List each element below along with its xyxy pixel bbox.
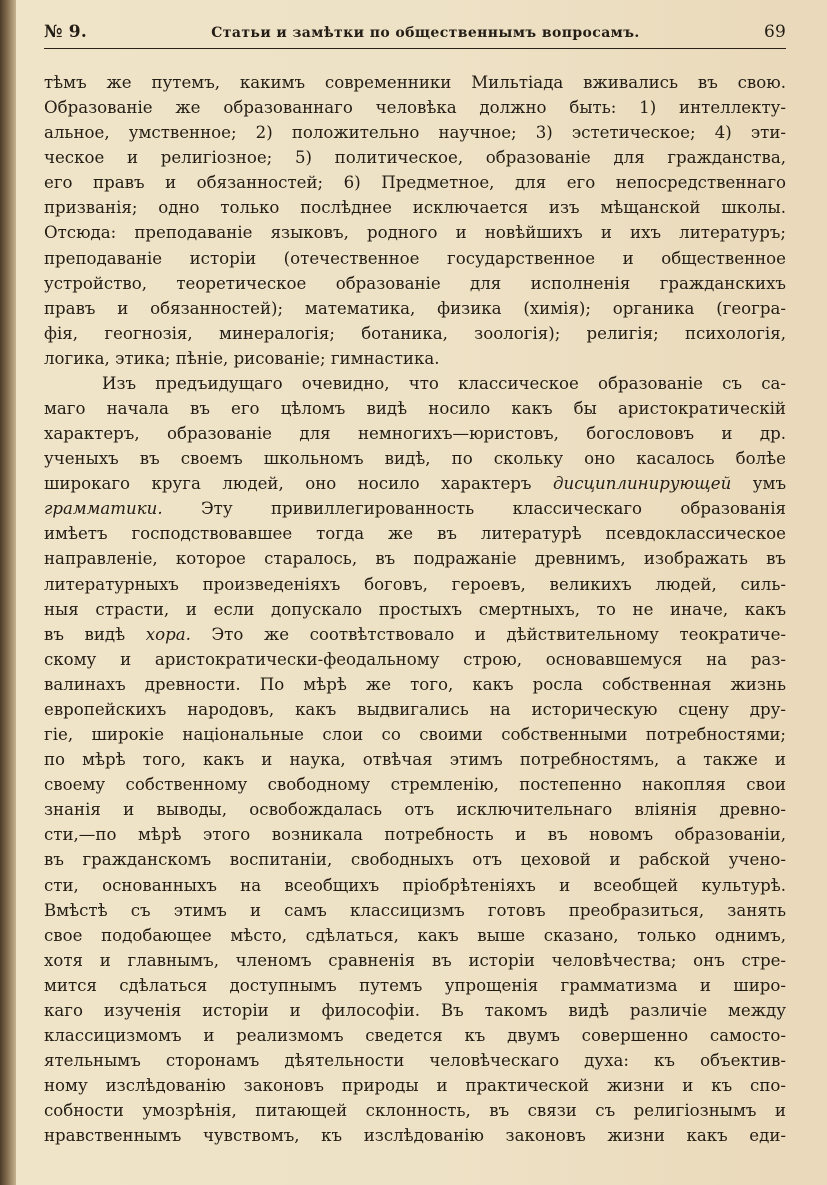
text-line: Вмѣстѣ съ этимъ и самъ классицизмъ готовъ преобразиться, занять	[44, 900, 786, 920]
text-line: европейскихъ народовъ, какъ выдвигались на историческую сцену дру-	[44, 699, 786, 719]
text-line: Отсюда: преподаваніе языковъ, родного и новѣйшихъ и ихъ литературъ;	[44, 223, 786, 243]
text-line: знанія и выводы, освобождалась отъ исключительнаго вліянія древно-	[44, 800, 786, 820]
italic-term: хора.	[145, 624, 191, 644]
text-line: его правъ и обязанностей; 6) Предметное, для его непосредственнаго	[44, 173, 786, 193]
text-line: ятельнымъ сторонамъ дѣятельности человѣческаго духа: къ объектив-	[44, 1051, 786, 1071]
text-segment: Это же соотвѣтствовало и дѣйствительному теократиче-	[211, 624, 786, 644]
text-line: каго изученія исторіи и философіи. Въ такомъ видѣ различіе между	[44, 1000, 786, 1020]
text-line: классицизмомъ и реализмомъ сведется къ двумъ совершенно самосто-	[44, 1025, 786, 1045]
text-line: ному изслѣдованію законовъ природы и практической жизни и къ спо-	[44, 1076, 786, 1096]
page-number: 69	[763, 22, 786, 42]
text-line: ныя страсти, и если допускало простыхъ смертныхъ, то не иначе, какъ	[44, 599, 786, 619]
text-line: собности умозрѣнія, питающей склонность, въ связи съ религіознымъ и	[44, 1101, 786, 1121]
text-line: мится сдѣлаться доступнымъ путемъ упрощенія грамматизма и широ-	[44, 975, 786, 995]
text-line: валинахъ древности. По мѣрѣ же того, какъ росла собственная жизнь	[44, 674, 786, 694]
text-line: имѣетъ господствовавшее тогда же въ литературѣ псевдоклассическое	[44, 524, 786, 544]
text-line: гіе, широкіе національные слои со своими собственными потребностями;	[44, 725, 786, 745]
text-line: Образованіе же образованнаго человѣка должно быть: 1) интеллекту-	[44, 98, 786, 118]
text-line: хотя и главнымъ, членомъ сравненія въ исторіи человѣчества; онъ стре-	[44, 950, 786, 970]
text-line: направленіе, которое старалось, въ подражаніе древнимъ, изображать въ	[44, 549, 786, 569]
text-line: своему собственному свободному стремленію, постепенно накопляя свои	[44, 775, 786, 795]
text-line: тѣмъ же путемъ, какимъ современники Мильтіада вживались въ свою.	[44, 73, 786, 92]
issue-number: № 9.	[44, 22, 87, 42]
text-segment: широкаго круга людей, оно носило характеръ	[44, 474, 532, 494]
text-line: свое подобающее мѣсто, сдѣлаться, какъ выше сказано, только однимъ,	[44, 925, 786, 945]
text-line	[44, 496, 786, 521]
text-line: скому и аристократически-феодальному строю, основавшемуся на раз-	[44, 649, 786, 669]
text-line: ческое и религіозное; 5) политическое, образованіе для гражданства,	[44, 148, 786, 168]
text-line	[44, 471, 786, 496]
text-line: литературныхъ произведеніяхъ боговъ, героевъ, великихъ людей, силь-	[44, 574, 786, 594]
text-line: устройство, теоретическое образованіе для исполненія гражданскихъ	[44, 273, 786, 293]
text-line: правъ и обязанностей); математика, физика (химія); органика (геогра-	[44, 298, 786, 318]
text-line: маго начала въ его цѣломъ видѣ носило какъ бы аристократическій	[44, 399, 786, 419]
text-line: логика, этика; пѣніе, рисованіе; гимнастика.	[44, 348, 440, 368]
binding-edge	[0, 0, 16, 1185]
paragraph-start-line: Изъ предъидущаго очевидно, что классическое образованіе съ са-	[102, 373, 786, 393]
text-line: фія, геогнозія, минералогія; ботаника, зоологія); религія; психологія,	[44, 323, 786, 343]
section-title: Статьи и замѣтки по общественнымъ вопросамъ.	[211, 25, 640, 41]
text-line: по мѣрѣ того, какъ и наука, отвѣчая этимъ потребностямъ, а также и	[44, 750, 786, 770]
text-line: ученыхъ въ своемъ школьномъ видѣ, по скольку оно касалось болѣе	[44, 449, 786, 469]
text-line: нравственнымъ чувствомъ, къ изслѣдованію законовъ жизни какъ еди-	[44, 1126, 786, 1146]
text-segment: Эту привиллегированность классическаго образованія	[200, 499, 786, 519]
text-line	[44, 1148, 786, 1173]
italic-term: грамматики.	[44, 499, 163, 519]
text-line: альное, умственное; 2) положительно научное; 3) эстетическое; 4) эти-	[44, 123, 786, 143]
text-line	[44, 622, 786, 647]
article-text	[44, 70, 786, 1173]
text-segment: въ видѣ	[44, 624, 126, 644]
running-header	[44, 22, 786, 48]
text-line: преподаваніе исторіи (отечественное государственное и общественное	[44, 248, 786, 268]
italic-term: дисциплинирующей	[552, 474, 732, 494]
text-line: сти, основанныхъ на всеобщихъ пріобрѣтеніяхъ и всеобщей культурѣ.	[44, 875, 786, 895]
header-rule	[44, 48, 786, 49]
text-segment: умъ	[752, 474, 786, 494]
text-line: въ гражданскомъ воспитаніи, свободныхъ отъ цеховой и рабской учено-	[44, 850, 786, 870]
text-line: характеръ, образованіе для немногихъ—юристовъ, богослововъ и др.	[44, 424, 786, 444]
text-line: сти,—по мѣрѣ этого возникала потребность и въ новомъ образованіи,	[44, 825, 786, 845]
text-line: призванія; одно только послѣднее исключается изъ мѣщанской школы.	[44, 198, 786, 218]
